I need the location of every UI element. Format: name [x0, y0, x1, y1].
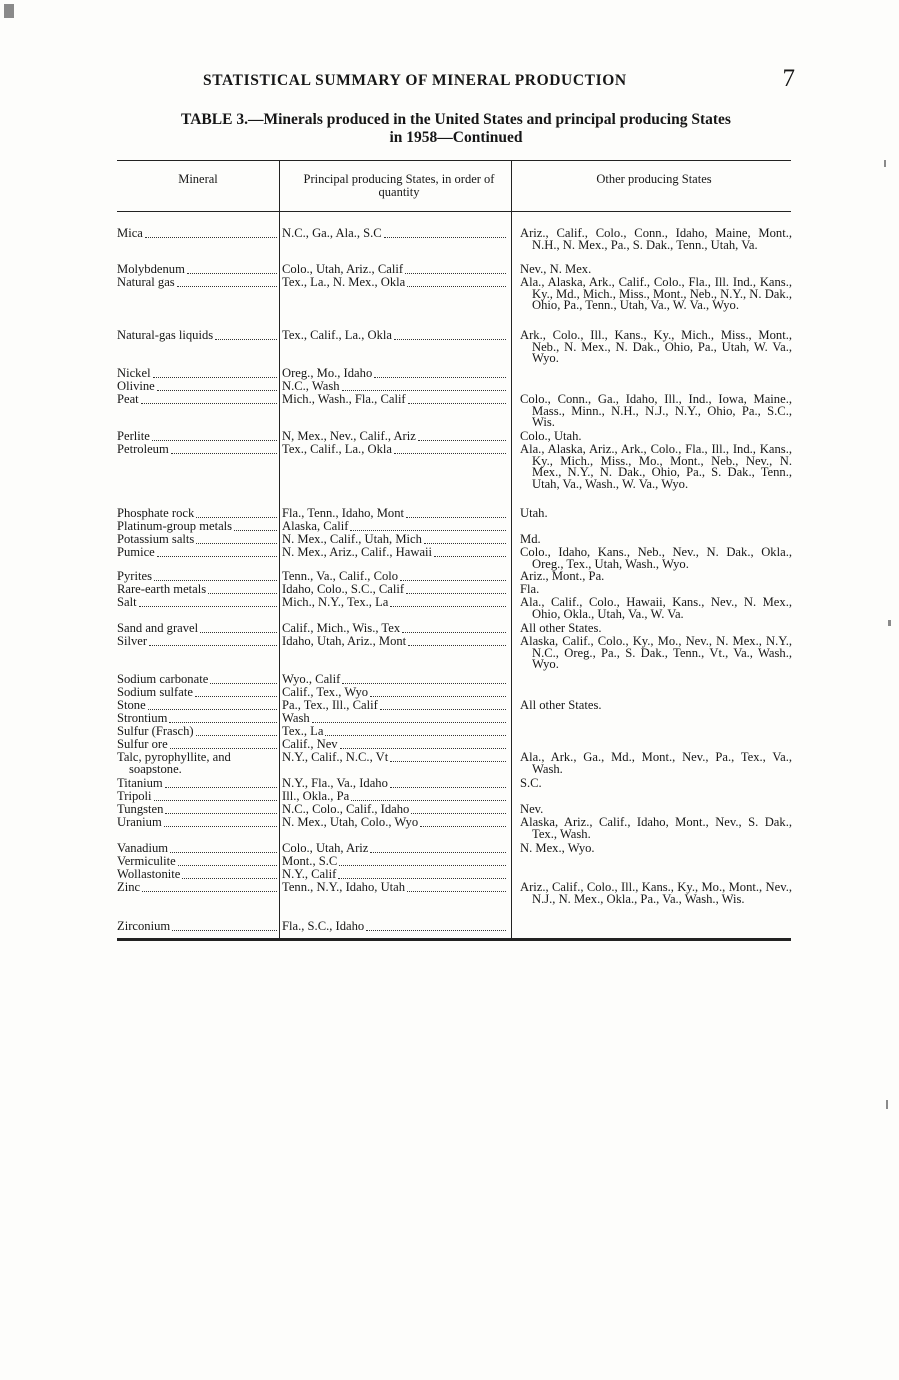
mineral-label: Natural gas [117, 277, 175, 289]
mineral-label: Phosphate rock [117, 508, 195, 520]
dot-leader [406, 592, 506, 594]
principal-states [282, 674, 506, 686]
dot-leader [145, 236, 277, 238]
dot-leader [196, 516, 277, 518]
principal-states [282, 791, 506, 803]
mineral-name [117, 700, 277, 712]
mineral-label: Vermiculite [117, 856, 176, 868]
principal-states [282, 534, 506, 546]
principal-states [282, 817, 506, 829]
principal-states-text: Tex., Calif., La., Okla [282, 330, 392, 342]
mineral-label: Talc, pyrophyllite, and [117, 752, 231, 764]
mineral-name [117, 444, 277, 456]
dot-leader [139, 605, 277, 607]
mineral-label: Salt [117, 597, 137, 609]
mineral-name [117, 368, 277, 380]
mineral-label: Rare-earth metals [117, 584, 207, 596]
page-number: 7 [782, 65, 795, 92]
principal-states [282, 431, 506, 443]
principal-states-text: Colo., Utah, Ariz., Calif [282, 264, 404, 276]
column-header-other-states: Other producing States [596, 172, 712, 186]
dot-leader [390, 760, 506, 762]
mineral-label: Natural-gas liquids [117, 330, 214, 342]
principal-states [282, 597, 506, 609]
mineral-name [117, 739, 277, 751]
dot-leader [406, 516, 506, 518]
dot-leader [157, 555, 277, 557]
mineral-name [117, 534, 277, 546]
other-states: Ariz., Calif., Colo., Ill., Kans., Ky., Mo., Mont., Nev., N.J., N. Mex., Okla., Pa., Va., Wash., Wis. [520, 880, 792, 906]
principal-states-text: N. Mex., Ariz., Calif., Hawaii [282, 547, 433, 559]
dot-leader [200, 631, 277, 633]
dot-leader [195, 695, 277, 697]
principal-states-text: Alaska, Calif [282, 521, 349, 533]
principal-states [282, 394, 506, 406]
principal-states [282, 264, 506, 276]
other-states: Nev. [520, 802, 544, 816]
dot-leader [142, 890, 277, 892]
dot-leader [187, 272, 277, 274]
mineral-name [117, 277, 277, 289]
dot-leader [170, 851, 277, 853]
mineral-name [117, 547, 277, 559]
principal-states-text: Idaho, Utah, Ariz., Mont [282, 636, 407, 648]
mineral-name [117, 431, 277, 443]
principal-states-text: Tenn., Va., Calif., Colo [282, 571, 399, 583]
principal-states-text: Fla., Tenn., Idaho, Mont [282, 508, 405, 520]
mineral-name [117, 817, 277, 829]
mineral-name [117, 713, 277, 725]
mineral-name [117, 856, 277, 868]
dot-leader [148, 708, 277, 710]
mineral-name [117, 791, 277, 803]
principal-states [282, 228, 506, 240]
dot-leader [402, 631, 506, 633]
other-states: Ala., Ark., Ga., Md., Mont., Nev., Pa., Tex., Va., Wash. [520, 750, 792, 776]
principal-states-text: Ill., Okla., Pa [282, 791, 350, 803]
dot-leader [411, 812, 506, 814]
running-head [117, 65, 795, 92]
mineral-name [117, 584, 277, 596]
principal-states-text: Calif., Mich., Wis., Tex [282, 623, 401, 635]
principal-states-text: Calif., Tex., Wyo [282, 687, 369, 699]
principal-states [282, 444, 506, 456]
dot-leader [407, 890, 506, 892]
mineral-label: Petroleum [117, 444, 169, 456]
principal-states-text: Tex., La., N. Mex., Okla [282, 277, 406, 289]
principal-states [282, 368, 506, 380]
dot-leader [170, 747, 277, 749]
dot-leader [165, 786, 277, 788]
mineral-name [117, 381, 277, 393]
principal-states [282, 508, 506, 520]
principal-states [282, 804, 506, 816]
principal-states [282, 623, 506, 635]
dot-leader [374, 376, 506, 378]
mineral-label: Vanadium [117, 843, 169, 855]
other-states: Colo., Utah. [520, 429, 582, 443]
mineral-name [117, 571, 277, 583]
mineral-label: Pyrites [117, 571, 152, 583]
dot-leader [210, 682, 277, 684]
principal-states-text: Fla., S.C., Idaho [282, 921, 365, 933]
principal-states [282, 547, 506, 559]
running-title: STATISTICAL SUMMARY OF MINERAL PRODUCTION [203, 72, 627, 89]
minerals-table [117, 160, 791, 941]
caption-line-2: in 1958—Continued [389, 129, 523, 146]
principal-states-text: Wyo., Calif [282, 674, 341, 686]
dot-leader [420, 825, 506, 827]
dot-leader [325, 734, 506, 736]
mineral-label: Tungsten [117, 804, 164, 816]
mineral-name [117, 674, 277, 686]
dot-leader [177, 285, 277, 287]
mineral-name [117, 228, 277, 240]
principal-states-text: N.Y., Calif., N.C., Vt [282, 752, 389, 764]
dot-leader [196, 734, 277, 736]
principal-states [282, 921, 506, 933]
mineral-name [117, 636, 277, 648]
dot-leader [169, 721, 277, 723]
dot-leader [340, 747, 506, 749]
principal-states-text: Mont., S.C [282, 856, 338, 868]
caption-line-1: TABLE 3.—Minerals produced in the United States and principal producing States [181, 111, 731, 128]
mineral-name [117, 623, 277, 635]
principal-states [282, 869, 506, 881]
principal-states-text: N.Y., Calif [282, 869, 337, 881]
dot-leader [157, 389, 277, 391]
other-states: S.C. [520, 776, 542, 790]
dot-leader [215, 338, 277, 340]
other-states: Colo., Conn., Ga., Idaho, Ill., Ind., Iowa, Maine., Mass., Minn., N.H., N.J., N.Y., Ohio, Pa., S.C., Wis. [520, 392, 792, 430]
dot-leader [141, 402, 277, 404]
principal-states [282, 277, 506, 289]
dot-leader [152, 439, 277, 441]
principal-states-text: N. Mex., Calif., Utah, Mich [282, 534, 422, 546]
principal-states-text: Mich., Wash., Fla., Calif [282, 394, 406, 406]
mineral-label: Tripoli [117, 791, 152, 803]
mineral-name [117, 882, 277, 894]
column-header-mineral: Mineral [178, 172, 218, 186]
mineral-label: Sulfur (Frasch) [117, 726, 194, 738]
dot-leader [178, 864, 277, 866]
mineral-name [117, 597, 277, 609]
other-states: Ariz., Mont., Pa. [520, 569, 605, 583]
principal-states-text: N, Mex., Nev., Calif., Ariz [282, 431, 416, 443]
other-states: Fla. [520, 582, 540, 596]
dot-leader [390, 605, 506, 607]
principal-states [282, 700, 506, 712]
other-states: Ariz., Calif., Colo., Conn., Idaho, Maine, Mont., N.H., N. Mex., Pa., S. Dak., Tenn., Utah, Va. [520, 226, 792, 252]
principal-states [282, 330, 506, 342]
other-states: Colo., Idaho, Kans., Neb., Nev., N. Dak., Okla., Oreg., Tex., Utah, Wash., Wyo. [520, 545, 792, 571]
principal-states-text: N. Mex., Utah, Colo., Wyo [282, 817, 419, 829]
principal-states [282, 843, 506, 855]
dot-leader [394, 338, 506, 340]
other-states: N. Mex., Wyo. [520, 841, 595, 855]
mineral-name [117, 921, 277, 933]
mineral-name [117, 804, 277, 816]
dot-leader [434, 555, 506, 557]
principal-states-text: Tenn., N.Y., Idaho, Utah [282, 882, 406, 894]
column-divider [279, 161, 280, 938]
other-states: All other States. [520, 698, 602, 712]
mineral-label: Wollastonite [117, 869, 181, 881]
dot-leader [154, 579, 277, 581]
mineral-name [117, 778, 277, 790]
dot-leader [172, 929, 277, 931]
other-states: Ala., Alaska, Ariz., Ark., Colo., Fla., Ill., Ind., Kans., Ky., Mich., Miss., Mo., Mont., Neb., Nev., N. Mex., N.Y., N. Dak., Ohio, Pa., S. Dak., Tenn., Utah, Va., Wash., W. Va., Wyo. [520, 442, 792, 491]
dot-leader [384, 236, 506, 238]
mineral-label: Sodium sulfate [117, 687, 193, 699]
scan-artifact [886, 1100, 888, 1109]
mineral-name [117, 726, 277, 738]
mineral-label: Silver [117, 636, 148, 648]
mineral-name [117, 264, 277, 276]
other-states: Alaska, Calif., Colo., Ky., Mo., Nev., N. Mex., N.Y., N.C., Oreg., Pa., S. Dak., Tenn., Vt., Va., Wash., Wyo. [520, 634, 792, 672]
mineral-label: Stone [117, 700, 146, 712]
principal-states-text: N.C., Ga., Ala., S.C [282, 228, 382, 240]
other-states: Utah. [520, 506, 548, 520]
mineral-label: Zirconium [117, 921, 171, 933]
other-states: Ala., Alaska, Ark., Calif., Colo., Fla., Ill. Ind., Kans., Ky., Md., Mich., Miss., Mont., Neb., N.Y., N. Dak., Ohio, Pa., Tenn., Utah, Va., W. Va., Wyo. [520, 275, 792, 313]
dot-leader [153, 376, 277, 378]
dot-leader [394, 452, 506, 454]
mineral-name [117, 752, 277, 775]
principal-states-text: N.Y., Fla., Va., Idaho [282, 778, 388, 790]
mineral-name [117, 508, 277, 520]
dot-leader [234, 529, 277, 531]
dot-leader [351, 799, 506, 801]
mineral-name [117, 687, 277, 699]
dot-leader [370, 851, 506, 853]
dot-leader [370, 695, 506, 697]
mineral-label-continued: soapstone. [129, 761, 182, 776]
mineral-label: Strontium [117, 713, 168, 725]
mineral-label: Sand and gravel [117, 623, 199, 635]
mineral-label: Sodium carbonate [117, 674, 209, 686]
dot-leader [400, 579, 506, 581]
principal-states [282, 752, 506, 764]
principal-states [282, 713, 506, 725]
dot-leader [164, 825, 277, 827]
dot-leader [338, 877, 506, 879]
mineral-name [117, 869, 277, 881]
dot-leader [154, 799, 277, 801]
dot-leader [342, 389, 506, 391]
dot-leader [312, 721, 506, 723]
other-states: All other States. [520, 621, 602, 635]
column-header-principal-states: Principal producing States, in order of quantity [303, 172, 495, 199]
principal-states-text: N.C., Colo., Calif., Idaho [282, 804, 410, 816]
principal-states [282, 856, 506, 868]
mineral-label: Sulfur ore [117, 739, 168, 751]
dot-leader [424, 542, 506, 544]
mineral-label: Molybdenum [117, 264, 185, 276]
mineral-label: Nickel [117, 368, 151, 380]
dot-leader [418, 439, 506, 441]
mineral-label: Titanium [117, 778, 163, 790]
principal-states [282, 778, 506, 790]
header-rule [117, 211, 791, 212]
mineral-name [117, 330, 277, 342]
dot-leader [196, 542, 277, 544]
principal-states [282, 739, 506, 751]
mineral-label: Olivine [117, 381, 155, 393]
dot-leader [350, 529, 506, 531]
principal-states-text: Tex., Calif., La., Okla [282, 444, 392, 456]
scan-artifact [888, 620, 891, 626]
other-states: Ark., Colo., Ill., Kans., Ky., Mich., Miss., Mont., Neb., N. Mex., N. Dak., Ohio, Pa., Utah, W. Va., Wyo. [520, 328, 792, 366]
dot-leader [208, 592, 277, 594]
table-caption [117, 111, 795, 147]
dot-leader [366, 929, 506, 931]
other-states: Md. [520, 532, 541, 546]
principal-states [282, 521, 506, 533]
principal-states [282, 584, 506, 596]
principal-states [282, 636, 506, 648]
principal-states-text: Mich., N.Y., Tex., La [282, 597, 389, 609]
scan-artifact [4, 4, 14, 18]
dot-leader [407, 285, 506, 287]
principal-states-text: Idaho, Colo., S.C., Calif [282, 584, 405, 596]
scan-artifact [884, 160, 886, 167]
mineral-label: Potassium salts [117, 534, 195, 546]
principal-states-text: Pa., Tex., Ill., Calif [282, 700, 378, 712]
mineral-label: Pumice [117, 547, 155, 559]
principal-states [282, 726, 506, 738]
principal-states [282, 882, 506, 894]
dot-leader [342, 682, 506, 684]
mineral-label: Platinum-group metals [117, 521, 233, 533]
dot-leader [182, 877, 277, 879]
principal-states [282, 571, 506, 583]
principal-states [282, 687, 506, 699]
mineral-label: Uranium [117, 817, 162, 829]
dot-leader [339, 864, 506, 866]
dot-leader [165, 812, 277, 814]
column-divider [511, 161, 512, 938]
principal-states-text: Tex., La [282, 726, 324, 738]
dot-leader [408, 402, 506, 404]
dot-leader [149, 644, 277, 646]
dot-leader [171, 452, 277, 454]
principal-states [282, 381, 506, 393]
principal-states-text: Calif., Nev [282, 739, 338, 751]
principal-states-text: Colo., Utah, Ariz [282, 843, 369, 855]
mineral-label: Mica [117, 228, 143, 240]
principal-states-text: Oreg., Mo., Idaho [282, 368, 373, 380]
mineral-name [117, 394, 277, 406]
dot-leader [390, 786, 506, 788]
dot-leader [405, 272, 506, 274]
mineral-label: Peat [117, 394, 139, 406]
mineral-name [117, 843, 277, 855]
other-states: Nev., N. Mex. [520, 262, 592, 276]
mineral-name [117, 521, 277, 533]
dot-leader [408, 644, 506, 646]
mineral-label: Zinc [117, 882, 141, 894]
principal-states-text: N.C., Wash [282, 381, 340, 393]
other-states: Ala., Calif., Colo., Hawaii, Kans., Nev., N. Mex., Ohio, Okla., Utah, Va., W. Va. [520, 595, 792, 621]
other-states: Alaska, Ariz., Calif., Idaho, Mont., Nev., S. Dak., Tex., Wash. [520, 815, 792, 841]
principal-states-text: Wash [282, 713, 310, 725]
dot-leader [380, 708, 506, 710]
mineral-label: Perlite [117, 431, 150, 443]
